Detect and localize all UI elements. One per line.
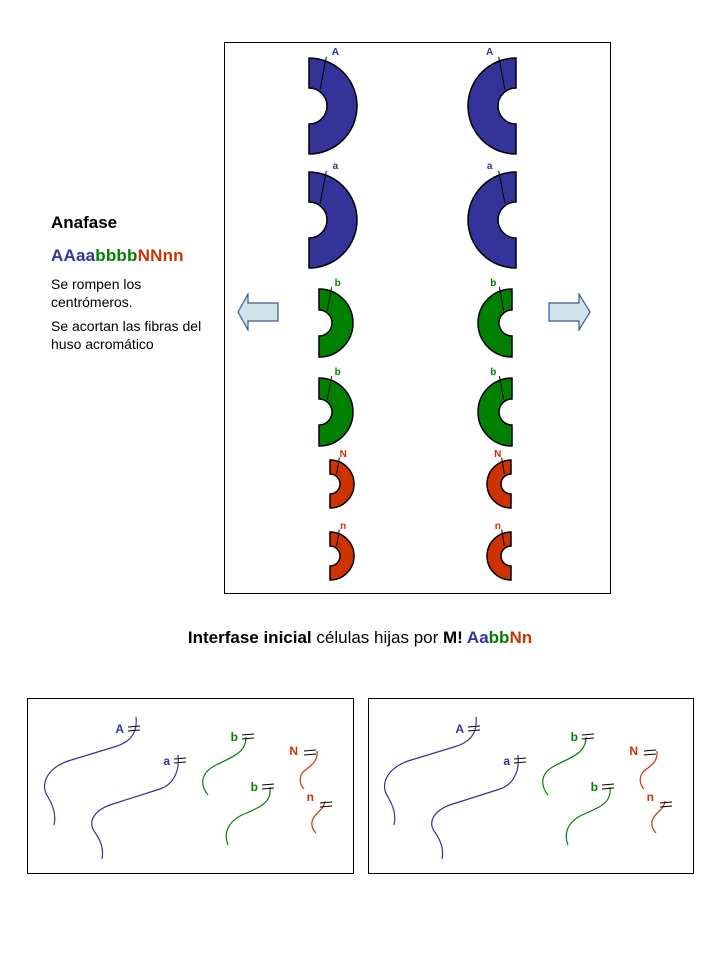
chromosome-left-6 [330,521,354,580]
daughter-2-label-2: a [503,754,510,768]
daughter-2-chromosome-1 [385,717,480,825]
chromosome-right-4 [478,367,512,446]
caption-bold-2: M! [443,628,467,647]
caption-bold-1: Interfase inicial [187,628,312,647]
daughter-2-chromosome-3 [543,730,594,795]
chromosome-label-right-1: A [485,47,494,58]
genotype-part-b: bbbb [95,246,138,265]
chromosome-left-2 [309,161,357,268]
chromosome-label-left-2: a [332,161,339,172]
chromosome-right-3 [478,278,512,357]
daughter-2-label-6: n [646,790,654,804]
caption-genotype-n: Nn [509,628,533,647]
chromosome-left-1 [309,47,357,154]
left-arrow [236,293,280,331]
daughter-cell-2-diagram [369,699,693,873]
caption-normal: células hijas por [311,628,443,647]
daughter-cell-2 [368,698,694,874]
daughter-2-chromosome-2 [432,754,526,859]
caption-genotype-a: Aa [466,628,489,647]
chromosome-left-4 [319,367,353,446]
stage-title: Anafase [51,213,118,232]
chromosome-label-right-5: N [494,449,502,460]
chromosome-right-5 [487,449,511,508]
chromosome-label-right-4: b [490,367,497,378]
daughter-1-label-5: N [289,744,298,758]
caption-genotype-b: bb [488,628,510,647]
daughter-cell-1 [27,698,354,874]
daughter-2-chromosome-5 [629,744,657,789]
daughter-1-chromosome-1 [45,717,140,825]
daughter-1-label-1: A [115,722,124,736]
chromosome-right-2 [468,161,516,268]
stage-description [51,212,221,353]
genotype-part-a: AAaa [51,246,96,265]
chromosome-label-left-6: n [340,521,347,532]
daughter-1-chromosome-3 [203,730,254,795]
chromosome-label-right-3: b [490,278,497,289]
daughter-1-label-4: b [250,780,258,794]
right-arrow [548,293,592,331]
daughter-2-label-4: b [590,780,598,794]
daughter-1-chromosome-6 [307,790,332,833]
stage-description-1: Se rompen los centrómeros. [51,276,142,310]
daughter-1-label-2: a [163,754,170,768]
genotype-part-n: NNnn [137,246,184,265]
daughter-2-label-5: N [629,744,638,758]
daughter-2-label-1: A [455,722,464,736]
stage-genotype [51,246,221,266]
daughter-2-label-3: b [570,730,578,744]
chromosome-right-1 [468,47,516,154]
daughter-1-label-6: n [306,790,314,804]
chromosome-label-left-3: b [334,278,341,289]
daughter-2-chromosome-6 [647,790,672,833]
chromosome-label-left-4: b [334,367,341,378]
chromosome-label-left-5: N [339,449,347,460]
daughter-cell-1-diagram [28,699,353,873]
chromosome-left-5 [330,449,354,508]
stage-description-2: Se acortan las fibras del huso acromático [51,318,202,352]
daughter-1-chromosome-5 [289,744,317,789]
chromosome-label-right-6: n [494,521,501,532]
chromosome-left-3 [319,278,353,357]
daughter-1-chromosome-4 [226,780,274,845]
daughter-2-chromosome-4 [566,780,614,845]
chromosome-label-right-2: a [486,161,493,172]
daughter-1-chromosome-2 [92,754,186,859]
caption [0,628,720,648]
daughter-1-label-3: b [230,730,238,744]
chromosome-label-left-1: A [331,47,340,58]
chromosome-right-6 [487,521,511,580]
